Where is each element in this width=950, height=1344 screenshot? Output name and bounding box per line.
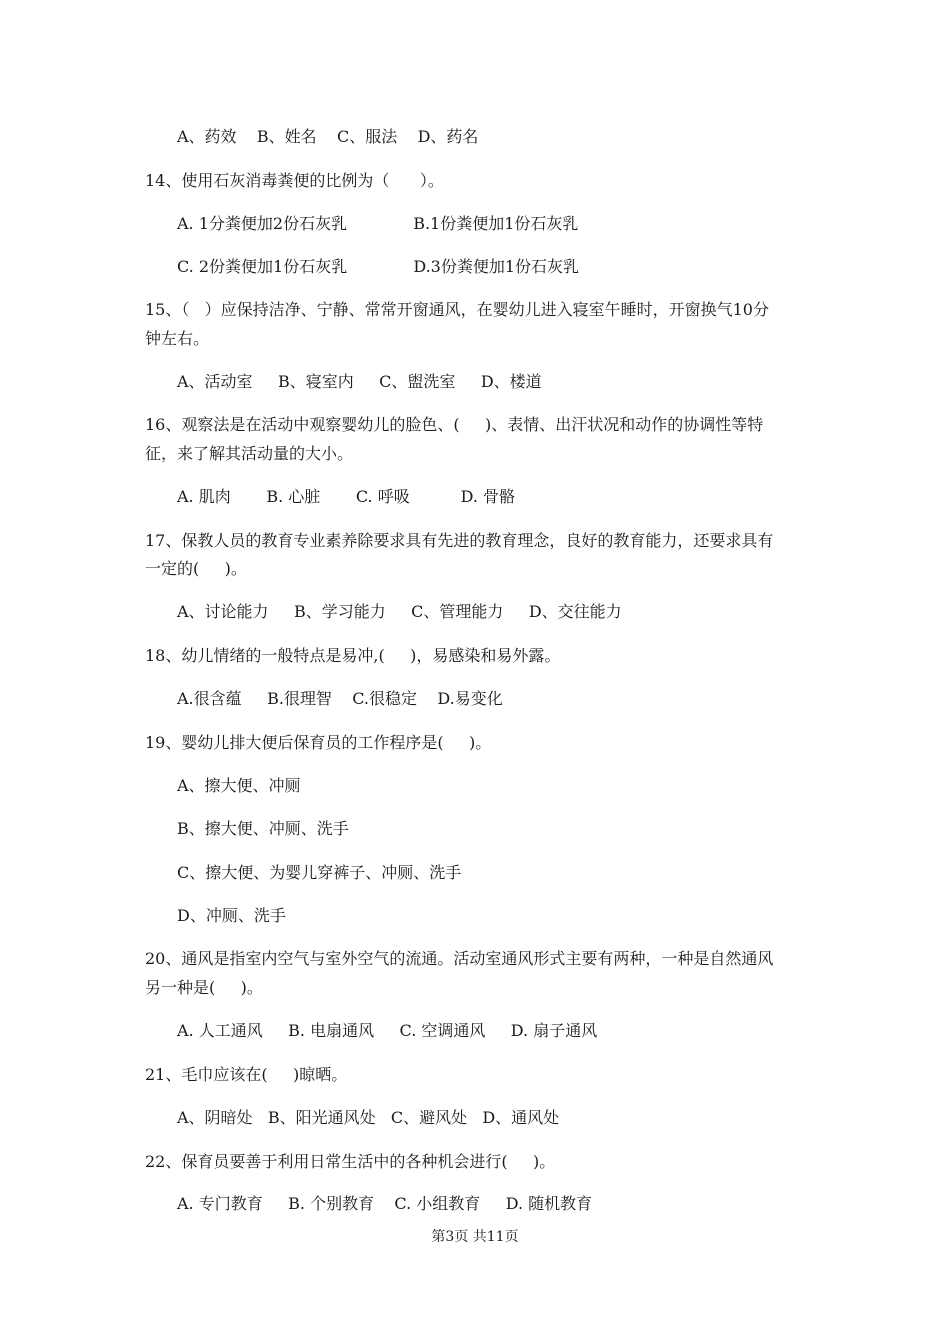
q18-options: A.很含蕴 B.很理智 C.很稳定 D.易变化 [177, 689, 503, 708]
q14-options-ab: A. 1分粪便加2份石灰乳 B.1份粪便加1份石灰乳 [177, 214, 579, 233]
q20-stem-cont: 另一种是( )。 [145, 978, 263, 997]
q22-stem: 22、保育员要善于利用日常生活中的各种机会进行( )。 [145, 1152, 556, 1171]
q13-options: A、药效 B、姓名 C、服法 D、药名 [177, 127, 479, 146]
q17-stem: 17、保教人员的教育专业素养除要求具有先进的教育理念，良好的教育能力，还要求具有 [145, 531, 774, 550]
q18-stem: 18、幼儿情绪的一般特点是易冲,( )，易感染和易外露。 [145, 646, 561, 665]
page-footer: 第3页 共11页 [431, 1229, 519, 1245]
q16-options: A. 肌肉 B. 心脏 C. 呼吸 D. 骨骼 [177, 487, 515, 506]
q16-stem-cont: 征，来了解其活动量的大小。 [145, 444, 354, 463]
q19-option-c: C、擦大便、为婴儿穿裤子、冲厕、洗手 [177, 863, 462, 882]
q15-stem-cont: 钟左右。 [145, 329, 210, 348]
q14-options-cd: C. 2份粪便加1份石灰乳 D.3份粪便加1份石灰乳 [177, 257, 580, 276]
q20-stem: 20、通风是指室内空气与室外空气的流通。活动室通风形式主要有两种，一种是自然通风 [145, 949, 774, 968]
q16-stem: 16、观察法是在活动中观察婴幼儿的脸色、( )、表情、出汗状况和动作的协调性等特 [145, 415, 764, 434]
q21-stem: 21、毛巾应该在( )晾晒。 [145, 1065, 348, 1084]
q17-stem-cont: 一定的( )。 [145, 559, 247, 578]
q15-stem: 15、（ ）应保持洁净、宁静、常常开窗通风，在婴幼儿进入寝室午睡时，开窗换气10分 [145, 300, 769, 319]
q20-options: A. 人工通风 B. 电扇通风 C. 空调通风 D. 扇子通风 [177, 1021, 598, 1040]
q17-options: A、讨论能力 B、学习能力 C、管理能力 D、交往能力 [177, 602, 622, 621]
q21-options: A、阴暗处 B、阳光通风处 C、避风处 D、通风处 [177, 1108, 560, 1127]
q19-stem: 19、婴幼儿排大便后保育员的工作程序是( )。 [145, 733, 492, 752]
q19-option-b: B、擦大便、冲厕、洗手 [177, 819, 349, 838]
q22-options: A. 专门教育 B. 个别教育 C. 小组教育 D. 随机教育 [177, 1194, 593, 1213]
q14-stem: 14、使用石灰消毒粪便的比例为（ ）。 [145, 171, 444, 190]
q15-options: A、活动室 B、寝室内 C、盥洗室 D、楼道 [177, 372, 542, 391]
q19-option-d: D、冲厕、洗手 [177, 906, 286, 925]
q19-option-a: A、擦大便、冲厕 [177, 776, 301, 795]
